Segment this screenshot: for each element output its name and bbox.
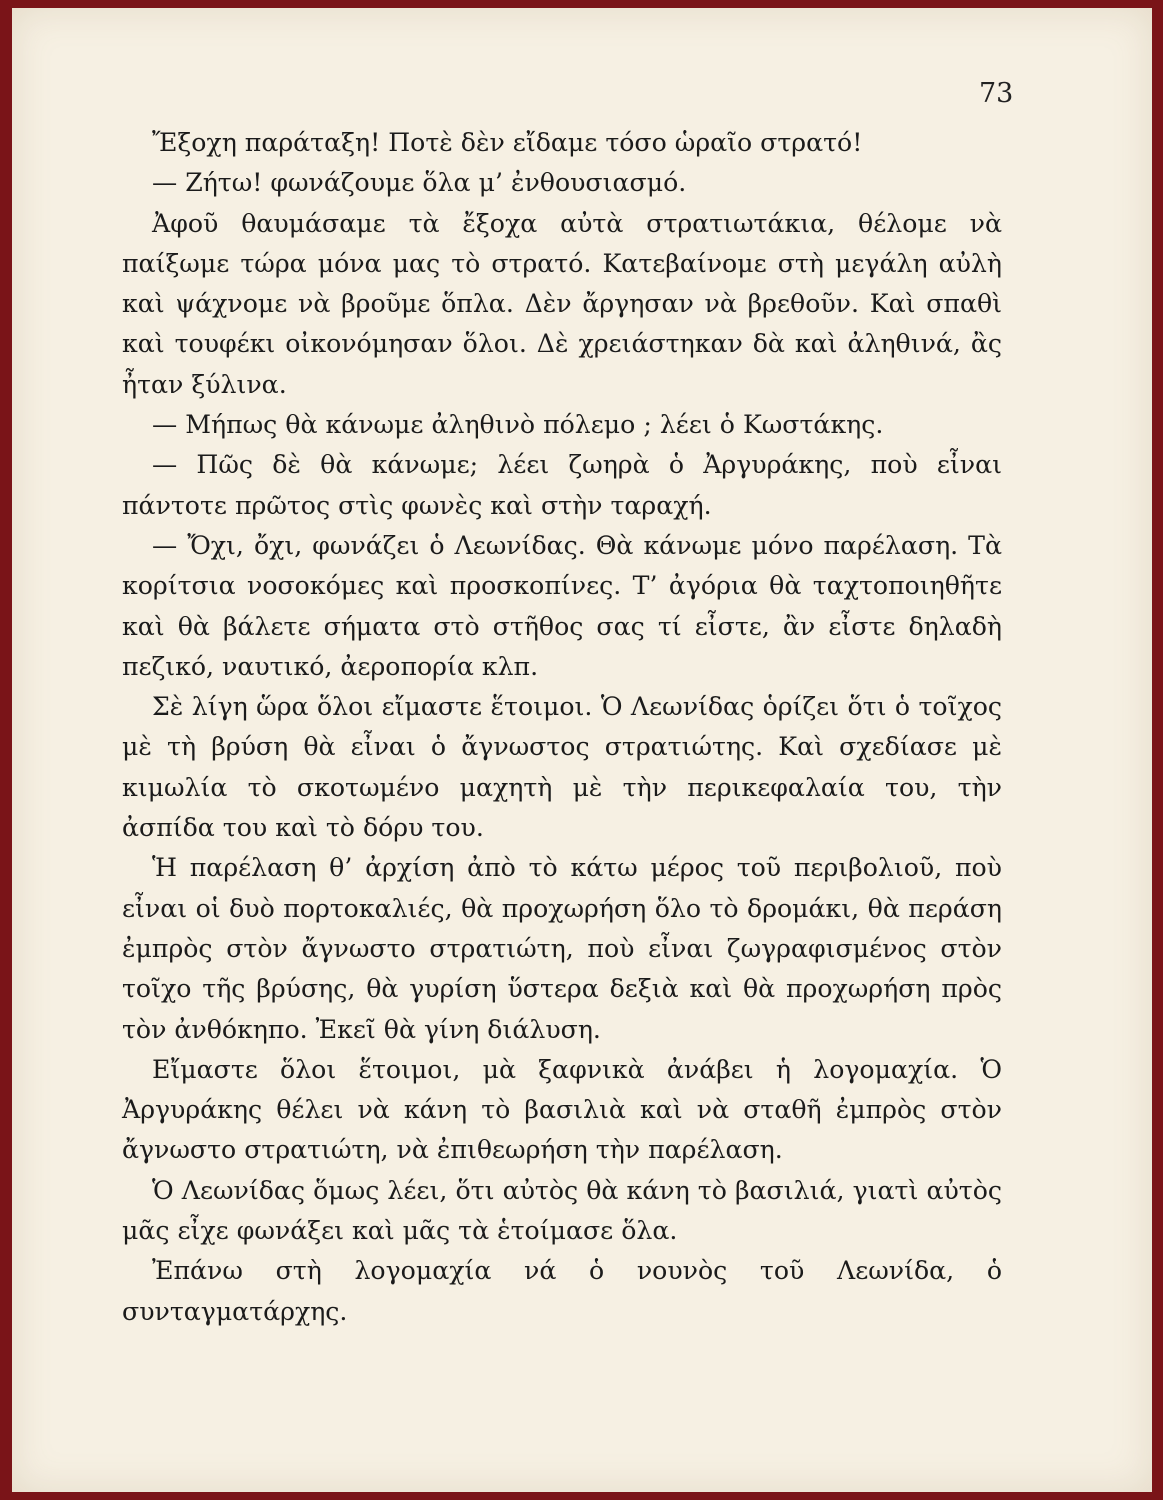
- paragraph: Ἡ παρέλαση θ’ ἀρχίση ἀπὸ τὸ κάτω μέρος τοῦ περιβολιοῦ, ποὺ εἶναι οἱ δυὸ πορτοκαλιές, θὰ προχωρήση ὅλο τὸ δρομάκι, θὰ περάση ἐμπρὸς στὸν ἄγνωστο στρατιώτη, ποὺ εἶναι ζωγραφισμένος στὸν τοῖχο τῆς βρύσης, θὰ γυρίση ὕστερα δεξιὰ καὶ θὰ προχωρήση πρὸς τὸν ἀνθόκηπο. Ἐκεῖ θὰ γίνη διάλυση.: [122, 853, 1002, 1044]
- paragraph: Ἀφοῦ θαυμάσαμε τὰ ἔξοχα αὐτὰ στρατιωτάκια, θέλομε νὰ παίξωμε τώρα μόνα μας τὸ στρατό. Κατεβαίνομε στὴ μεγάλη αὐλὴ καὶ ψάχνομε νὰ βροῦμε ὅπλα. Δὲν ἄργησαν νὰ βρεθοῦν. Καὶ σπαθὶ καὶ τουφέκι οἰκονόμησαν ὅλοι. Δὲ χρειάστηκαν δὰ καὶ ἀληθινά, ἂς ἦταν ξύλινα.: [122, 208, 1002, 399]
- body-text: [122, 123, 1002, 1332]
- book-page: [12, 8, 1152, 1492]
- paragraph: Ὁ Λεωνίδας ὅμως λέει, ὅτι αὐτὸς θὰ κάνη τὸ βασιλιά, γιατὶ αὐτὸς μᾶς εἶχε φωνάξει καὶ μᾶς τὰ ἑτοίμασε ὅλα.: [122, 1175, 1002, 1246]
- page-number: 73: [979, 78, 1014, 109]
- paragraph: Εἴμαστε ὅλοι ἕτοιμοι, μὰ ξαφνικὰ ἀνάβει ἡ λογομαχία. Ὁ Ἀργυράκης θέλει νὰ κάνη τὸ βασιλιὰ καὶ νὰ σταθῆ ἐμπρὸς στὸν ἄγνωστο στρατιώτη, νὰ ἐπιθεωρήση τὴν παρέλαση.: [122, 1054, 1002, 1165]
- paragraph: — Ζήτω! φωνάζουμε ὅλα μ’ ἐνθουσιασμό.: [152, 168, 687, 198]
- paragraph: Ἐπάνω στὴ λογομαχία νά ὁ νουνὸς τοῦ Λεωνίδα, ὁ συνταγματάρχης.: [122, 1256, 1002, 1326]
- paragraph: Σὲ λίγη ὥρα ὅλοι εἴμαστε ἕτοιμοι. Ὁ Λεωνίδας ὁρίζει ὅτι ὁ τοῖχος μὲ τὴ βρύση θὰ εἶναι ὁ ἄγνωστος στρατιώτης. Καὶ σχεδίασε μὲ κιμωλία τὸ σκοτωμένο μαχητὴ μὲ τὴν περικεφαλαία του, τὴν ἀσπίδα του καὶ τὸ δόρυ του.: [122, 692, 1002, 843]
- paragraph: Ἔξοχη παράταξη! Ποτὲ δὲν εἴδαμε τόσο ὡραῖο στρατό!: [152, 128, 863, 157]
- paragraph: — Μήπως θὰ κάνωμε ἀληθινὸ πόλεμο ; λέει ὁ Κωστάκης.: [152, 410, 884, 440]
- paragraph: — Ὄχι, ὄχι, φωνάζει ὁ Λεωνίδας. Θὰ κάνωμε μόνο παρέλαση. Τὰ κορίτσια νοσοκόμες καὶ προσκοπίνες. Τ’ ἀγόρια θὰ ταχτοποιηθῆτε καὶ θὰ βάλετε σήματα στὸ στῆθος σας τί εἶστε, ἂν εἶστε δηλαδὴ πεζικό, ναυτικό, ἀεροπορία κλπ.: [122, 530, 1002, 681]
- paragraph: — Πῶς δὲ θὰ κάνωμε; λέει ζωηρὰ ὁ Ἀργυράκης, ποὺ εἶναι πάντοτε πρῶτος στὶς φωνὲς καὶ στὴν ταραχή.: [122, 450, 1002, 520]
